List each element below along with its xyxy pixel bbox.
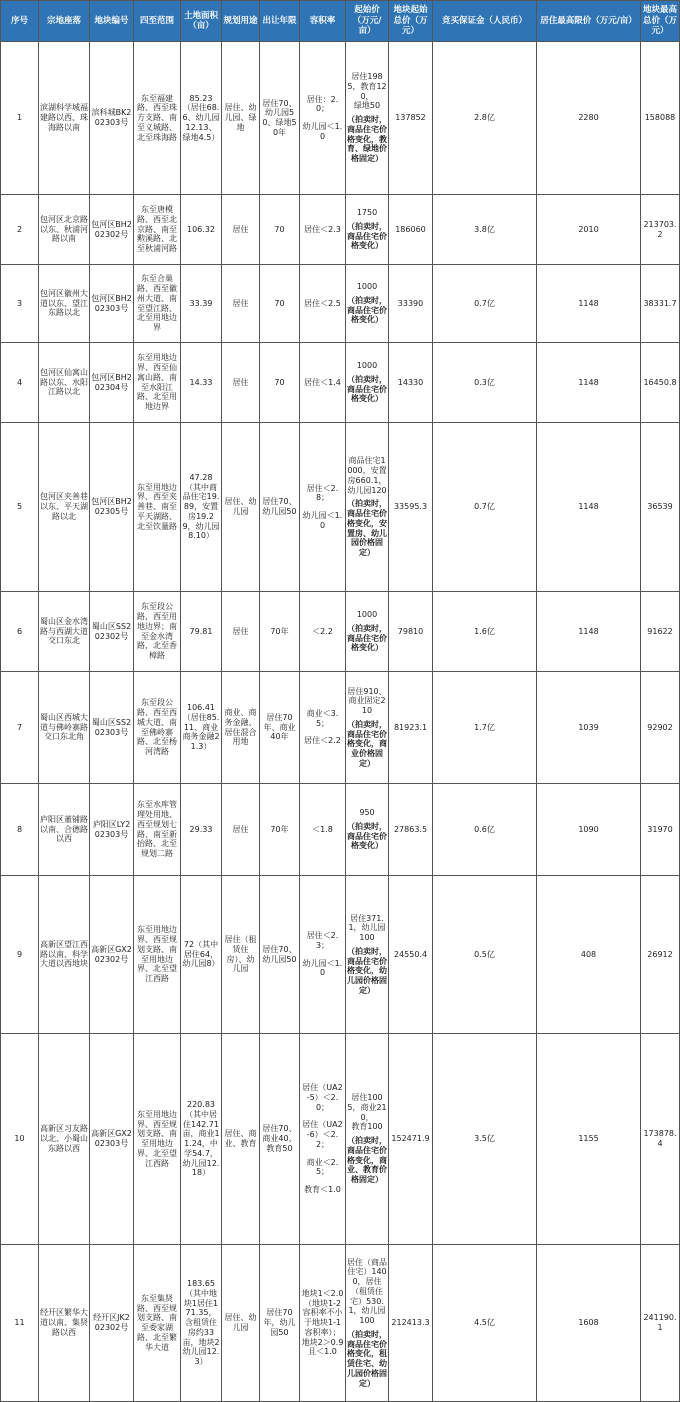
cell-use: 居住: [222, 784, 260, 876]
cell-cap: 1148: [537, 343, 641, 423]
header-use: 规划用途: [222, 1, 260, 42]
price-note: （拍卖时，商品住宅价格变化）: [347, 221, 387, 251]
cell-boundary: 东至水库管理处用地、西至规划七路、南至新抬路、北至规划二路: [134, 784, 181, 876]
table-row: [1, 672, 680, 784]
cell-cap: 1090: [537, 784, 641, 876]
cell-deposit: 1.6亿: [433, 592, 537, 672]
cell-code: 庐阳区LY202303号: [90, 784, 134, 876]
cell-term: 居住70、商业40、教育50: [260, 1034, 300, 1245]
cell-deposit: 0.5亿: [433, 876, 537, 1034]
far-line: 幼儿园＜1.0: [302, 511, 343, 530]
far-line: 居住＜2.3；: [306, 931, 339, 950]
cell-unit-price: [346, 343, 389, 423]
cell-use: 居住: [222, 343, 260, 423]
price-note: （拍卖时，商品住宅价格变化，租赁住宅、幼儿园价格固定）: [347, 1329, 387, 1388]
cell-deposit: 0.6亿: [433, 784, 537, 876]
cell-location: 经开区繁华大道以南、集贤路以西: [39, 1245, 90, 1402]
far-line: 教育＜1.0: [304, 1185, 341, 1195]
cell-far: [300, 876, 346, 1034]
cell-area: 14.33: [181, 343, 222, 423]
far-line: ＜1.8: [312, 824, 333, 834]
far-line: 商业＜3.5；: [306, 708, 339, 728]
header-boundary: 四至范围: [134, 1, 181, 42]
cell-cap: 408: [537, 876, 641, 1034]
cell-location: 高新区望江西路以南、科学大道以西地块: [39, 876, 90, 1034]
table-header-row: [1, 1, 680, 42]
cell-boundary: 东至段公路，西至用地边界；南至金水湾路，北至香樟路: [134, 592, 181, 672]
cell-area: 220.83（其中居住142.71亩，商业11.24，中学54.7，幼儿园12.18）: [181, 1034, 222, 1245]
cell-far: [300, 265, 346, 343]
cell-seq: 10: [1, 1034, 39, 1245]
cell-total: 137852: [389, 42, 433, 195]
price-note: （拍卖时，商品住宅价格变化，幼儿园价格固定）: [347, 946, 387, 995]
cell-far: [300, 423, 346, 592]
cell-code: 蜀山区SS202302号: [90, 592, 134, 672]
cell-total: 14330: [389, 343, 433, 423]
price-note: （拍卖时，商品住宅价格变化，教育、绿地价格固定）: [347, 115, 387, 164]
cell-term: 70: [260, 343, 300, 423]
cell-area: 29.33: [181, 784, 222, 876]
cell-total: 212413.3: [389, 1245, 433, 1402]
cell-cap: 1148: [537, 592, 641, 672]
cell-term: 居住70、幼儿园50: [260, 423, 300, 592]
header-term: 出让年限: [260, 1, 300, 42]
far-line: 幼儿园＜1.0: [302, 122, 343, 141]
cell-far: [300, 672, 346, 784]
far-line: 商业＜2.5；: [306, 1157, 339, 1177]
header-total: 地块起始总价（万元）: [389, 1, 433, 42]
cell-far: [300, 195, 346, 265]
cell-location: 包河区徽州大道以东、望江东路以北: [39, 265, 90, 343]
cell-cap: 1148: [537, 265, 641, 343]
cell-area: 33.39: [181, 265, 222, 343]
table-row: [1, 195, 680, 265]
cell-code: 包河区BH202303号: [90, 265, 134, 343]
cell-term: 居住70年、商业40年: [260, 672, 300, 784]
cell-unit-price: [346, 265, 389, 343]
cell-max-total: 31970: [641, 784, 680, 876]
cell-seq: 3: [1, 265, 39, 343]
cell-area: 72（其中居住64，幼儿园8）: [181, 876, 222, 1034]
cell-far: [300, 1034, 346, 1245]
cell-total: 27863.5: [389, 784, 433, 876]
cell-location: 庐阳区董铺路以南、合德路以西: [39, 784, 90, 876]
price-line: 居住1985，教育120，: [347, 72, 387, 101]
cell-total: 33390: [389, 265, 433, 343]
table-row: [1, 1245, 680, 1402]
cell-far: [300, 592, 346, 672]
price-note: （拍卖时，商品住宅价格变化）: [347, 374, 387, 404]
cell-max-total: 36539: [641, 423, 680, 592]
cell-code: 蜀山区SS202303号: [90, 672, 134, 784]
cell-unit-price: [346, 423, 389, 592]
cell-unit-price: [346, 42, 389, 195]
header-code: 地块编号: [90, 1, 134, 42]
cell-max-total: 241190.1: [641, 1245, 680, 1402]
header-unit_price: 起始价（万元/亩）: [346, 1, 389, 42]
cell-area: 47.28（其中商品住宅19.89，安置房19.29，幼儿园8.10）: [181, 423, 222, 592]
cell-total: 152471.9: [389, 1034, 433, 1245]
cell-boundary: 东至用地边界、西至规划支路、南至用地边界、北至望江西路: [134, 1034, 181, 1245]
cell-use: 居住: [222, 592, 260, 672]
cell-max-total: 173878.4: [641, 1034, 680, 1245]
cell-cap: 1155: [537, 1034, 641, 1245]
cell-area: 106.32: [181, 195, 222, 265]
cell-deposit: 2.8亿: [433, 42, 537, 195]
cell-location: 滨湖科学城福建路以西、珠海路以南: [39, 42, 90, 195]
cell-cap: 1608: [537, 1245, 641, 1402]
cell-seq: 5: [1, 423, 39, 592]
cell-use: 居住（租赁住房）、幼儿园: [222, 876, 260, 1034]
cell-far: [300, 343, 346, 423]
cell-boundary: 东至段公路、西至西城大道、南至佛岭寨路、北至杨河湾路: [134, 672, 181, 784]
price-line: 居住（商品住宅）1400，居住（租赁住宅）530.1，幼儿园100: [347, 1257, 387, 1326]
far-line: 居住＜1.4: [304, 377, 341, 387]
cell-term: 居住70、幼儿园50、绿地50年: [260, 42, 300, 195]
cell-boundary: 东至唐模路、西至北京路、南至勲溪路、北至秋浦河路: [134, 195, 181, 265]
far-line: 居住＜2.5: [304, 298, 341, 308]
cell-deposit: 4.5亿: [433, 1245, 537, 1402]
table-row: [1, 592, 680, 672]
cell-location: 包河区北京路以东、秋浦河路以南: [39, 195, 90, 265]
price-line: 居住910、商业固定210: [347, 686, 387, 715]
cell-location: 包河区仙寓山路以东、水阳江路以北: [39, 343, 90, 423]
price-line: 950: [359, 808, 375, 817]
price-line: 居住1005，商业210，: [347, 1093, 387, 1122]
far-line: 居住＜2.3: [304, 224, 341, 234]
header-cap: 居住最高限价（万元/亩）: [537, 1, 641, 42]
price-line: 教育100: [351, 1122, 383, 1132]
cell-location: 包河区夹善巷以东、平天湖路以北: [39, 423, 90, 592]
cell-far: [300, 784, 346, 876]
cell-code: 滨科城BK202303号: [90, 42, 134, 195]
cell-area: 106.41（居住85.11、商业商务金融21.3）: [181, 672, 222, 784]
cell-term: 70年: [260, 592, 300, 672]
far-line: 居住（UA2-5）＜2.0；: [302, 1083, 343, 1112]
cell-seq: 11: [1, 1245, 39, 1402]
cell-location: 蜀山区金水湾路与西湖大道交口东北: [39, 592, 90, 672]
cell-deposit: 0.3亿: [433, 343, 537, 423]
price-line: 绿地50: [353, 101, 381, 111]
cell-code: 包河区BH202304号: [90, 343, 134, 423]
cell-boundary: 东至用地边界、西至仙寓山路、南至水阳江路、北至用地边界: [134, 343, 181, 423]
cell-seq: 4: [1, 343, 39, 423]
cell-total: 81923.1: [389, 672, 433, 784]
cell-seq: 7: [1, 672, 39, 784]
price-line: 1000: [356, 361, 378, 370]
far-line: 居住＜2.2: [304, 736, 341, 746]
cell-far: [300, 42, 346, 195]
cell-boundary: 东至福建路、西至珠方支路、南至义城路、北至珠海路: [134, 42, 181, 195]
table-row: [1, 423, 680, 592]
cell-use: 居住、商业、教育: [222, 1034, 260, 1245]
far-line: 居住：2.0；: [306, 94, 339, 114]
cell-area: 183.65（其中地块1居住171.35，含租赁住房约33亩，地块2幼儿园12.3）: [181, 1245, 222, 1402]
cell-location: 高新区习友路以北、小蜀山东路以西: [39, 1034, 90, 1245]
cell-max-total: 38331.7: [641, 265, 680, 343]
price-note: （拍卖时，商品住宅价格变化）: [347, 623, 387, 653]
cell-term: 居住70年，幼儿园50: [260, 1245, 300, 1402]
cell-code: 包河区BH202305号: [90, 423, 134, 592]
cell-seq: 2: [1, 195, 39, 265]
cell-max-total: 91622: [641, 592, 680, 672]
cell-cap: 2280: [537, 42, 641, 195]
cell-term: 居住70、幼儿园50: [260, 876, 300, 1034]
cell-total: 24550.4: [389, 876, 433, 1034]
cell-code: 包河区BH202302号: [90, 195, 134, 265]
table-row: [1, 876, 680, 1034]
table-row: [1, 1034, 680, 1245]
header-area: 土地面积（亩）: [181, 1, 222, 42]
cell-boundary: 东至合巢路、西至徽州大道、南至望江路、北至用地边界: [134, 265, 181, 343]
cell-boundary: 东至用地边界、西至夹善巷、南至平天湖路、北至饮量路: [134, 423, 181, 592]
cell-cap: 1039: [537, 672, 641, 784]
cell-use: 居住、幼儿园: [222, 1245, 260, 1402]
cell-unit-price: [346, 195, 389, 265]
cell-deposit: 0.7亿: [433, 265, 537, 343]
cell-use: 居住、幼儿园: [222, 423, 260, 592]
cell-deposit: 3.5亿: [433, 1034, 537, 1245]
header-seq: 序号: [1, 1, 39, 42]
header-max_total: 地块最高总价（万元）: [641, 1, 680, 42]
cell-max-total: 213703.2: [641, 195, 680, 265]
far-line: 幼儿园＜1.0: [302, 958, 343, 978]
cell-unit-price: [346, 876, 389, 1034]
header-location: 宗地座落: [39, 1, 90, 42]
cell-code: 高新区GX202303号: [90, 1034, 134, 1245]
price-line: 商品住宅1000，安置房660.1，幼儿园120: [347, 456, 387, 495]
cell-use: 居住、幼儿园、绿地: [222, 42, 260, 195]
price-note: （拍卖时，商品住宅价格变化，安置房、幼儿园价格固定）: [347, 499, 387, 557]
header-far: 容积率: [300, 1, 346, 42]
cell-term: 70年: [260, 784, 300, 876]
price-note: （拍卖时，商品住宅价格变化，商业价格固定）: [347, 719, 387, 768]
cell-seq: 8: [1, 784, 39, 876]
cell-boundary: 东至用地边界、西至规划支路、南至用地边界、北至望江西路: [134, 876, 181, 1034]
table-row: [1, 42, 680, 195]
cell-code: 经开区JK202302号: [90, 1245, 134, 1402]
cell-use: 居住: [222, 195, 260, 265]
price-line: 1000: [356, 282, 378, 291]
cell-total: 33595.3: [389, 423, 433, 592]
price-line: 1000: [356, 610, 378, 619]
cell-use: 居住: [222, 265, 260, 343]
cell-area: 79.81: [181, 592, 222, 672]
cell-max-total: 92902: [641, 672, 680, 784]
cell-seq: 6: [1, 592, 39, 672]
table-row: [1, 784, 680, 876]
cell-unit-price: [346, 784, 389, 876]
cell-term: 70: [260, 195, 300, 265]
far-line: 居住＜2.8；: [306, 483, 339, 503]
cell-deposit: 0.7亿: [433, 423, 537, 592]
cell-unit-price: [346, 1245, 389, 1402]
table-row: [1, 265, 680, 343]
cell-far: [300, 1245, 346, 1402]
cell-max-total: 26912: [641, 876, 680, 1034]
cell-unit-price: [346, 1034, 389, 1245]
cell-location: 蜀山区西城大道与佛岭寨路交口东北角: [39, 672, 90, 784]
price-note: （拍卖时，商品住宅价格变化，商业、教育价格固定）: [347, 1136, 387, 1185]
cell-cap: 2010: [537, 195, 641, 265]
cell-unit-price: [346, 592, 389, 672]
price-line: 1750: [356, 208, 378, 217]
cell-use: 商业、商务金融、居住混合用地: [222, 672, 260, 784]
cell-area: 85.23（居住68.6、幼儿园12.13、绿地4.5）: [181, 42, 222, 195]
cell-code: 高新区GX202302号: [90, 876, 134, 1034]
far-line: 居住（UA2-6）＜2.2；: [302, 1120, 343, 1149]
cell-cap: 1148: [537, 423, 641, 592]
cell-unit-price: [346, 672, 389, 784]
cell-total: 79810: [389, 592, 433, 672]
table-row: [1, 343, 680, 423]
cell-seq: 9: [1, 876, 39, 1034]
price-note: （拍卖时，商品住宅价格变化）: [347, 295, 387, 325]
price-note: （拍卖时，商品住宅价格变化）: [347, 821, 387, 851]
price-line: 居住371.1，幼儿园100: [348, 913, 386, 942]
cell-seq: 1: [1, 42, 39, 195]
cell-term: 70: [260, 265, 300, 343]
cell-deposit: 3.8亿: [433, 195, 537, 265]
cell-max-total: 158088: [641, 42, 680, 195]
far-line: 地块1＜2.0（地块1-2容积率不小于地块1-1容积率）；地块2＞0.9且＜1.0: [301, 1288, 344, 1357]
header-deposit: 竞买保证金（人民币）: [433, 1, 537, 42]
cell-deposit: 1.7亿: [433, 672, 537, 784]
far-line: ＜2.2: [312, 626, 333, 636]
cell-total: 186060: [389, 195, 433, 265]
cell-boundary: 东至集贤路、西至规划支路、南至委家湖路、北至繁华大道: [134, 1245, 181, 1402]
cell-max-total: 16450.8: [641, 343, 680, 423]
